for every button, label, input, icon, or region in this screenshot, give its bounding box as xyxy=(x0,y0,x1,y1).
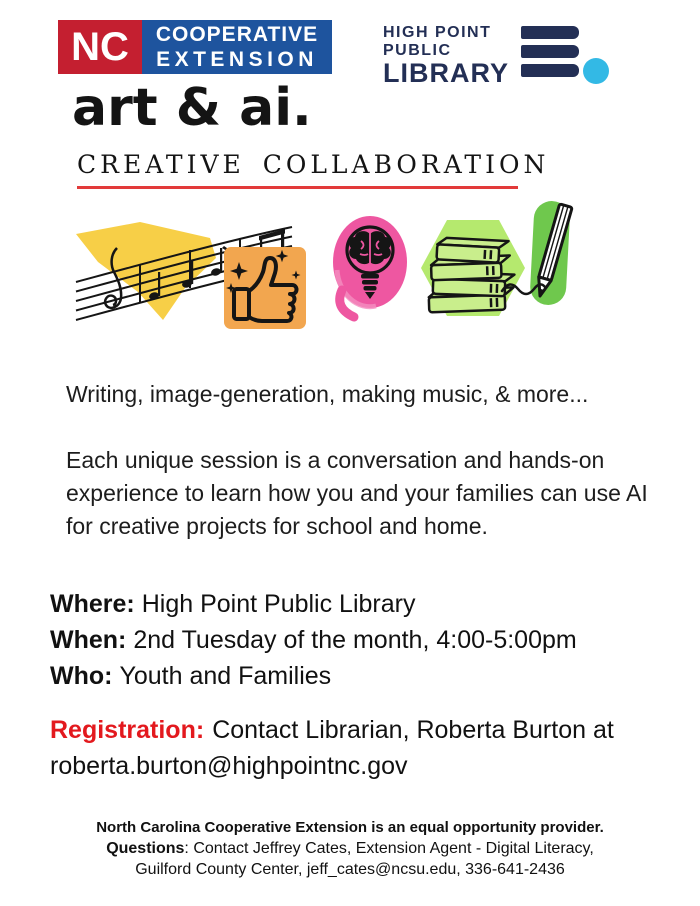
page-subtitle: CREATIVE COLLABORATION xyxy=(77,150,550,179)
library-bar-2 xyxy=(521,45,579,58)
library-logo-line2: PUBLIC xyxy=(383,42,452,59)
footer-contact-line: Guilford County Center, jeff_cates@ncsu.edu, 336-641-2436 xyxy=(135,861,565,878)
library-logo-books-icon xyxy=(521,26,581,83)
detail-when-text: 2nd Tuesday of the month, 4:00-5:00pm xyxy=(133,626,577,654)
registration-label: Registration: xyxy=(50,716,205,744)
library-bar-3 xyxy=(521,64,579,77)
footer-questions-text: : Contact Jeffrey Cates, Extension Agent - Digital Literacy, xyxy=(184,840,594,857)
library-logo-text xyxy=(383,24,509,87)
library-logo-line1: HIGH POINT xyxy=(383,24,492,41)
footer-section xyxy=(10,817,690,880)
thumbs-up-icon xyxy=(222,245,308,331)
registration-section xyxy=(50,712,680,784)
intro-paragraph-1: Writing, image-generation, making music, & more... xyxy=(66,381,589,407)
library-bar-1 xyxy=(521,26,579,39)
detail-who xyxy=(50,658,680,694)
detail-who-text: Youth and Families xyxy=(119,662,332,690)
nc-logo-extension-text: EXTENSION xyxy=(156,48,318,71)
nc-logo-cooperative-text: COOPERATIVE xyxy=(155,23,319,46)
illustration-row xyxy=(70,198,615,358)
detail-where xyxy=(50,586,680,622)
footer-questions-label: Questions xyxy=(106,840,185,857)
nc-logo-blue-box xyxy=(142,20,332,74)
intro-paragraph-2: Each unique session is a conversation and hands-on experience to learn how you and your families can use AI for creative projects for school and home. xyxy=(66,447,648,539)
library-logo-line3: LIBRARY xyxy=(383,58,509,88)
detail-where-text: High Point Public Library xyxy=(141,590,416,618)
nc-cooperative-extension-logo xyxy=(58,20,332,74)
event-details-section xyxy=(50,586,680,694)
page-title: art & ai. xyxy=(72,78,312,138)
detail-where-label: Where: xyxy=(50,590,135,618)
nc-logo-nc-text: NC xyxy=(71,24,129,69)
detail-who-label: Who: xyxy=(50,662,113,690)
registration-email: roberta.burton@highpointnc.gov xyxy=(50,752,408,780)
library-logo-dot-icon xyxy=(583,58,609,84)
brain-lightbulb-icon xyxy=(330,208,412,326)
high-point-public-library-logo xyxy=(383,24,581,87)
intro-section xyxy=(66,378,666,543)
subtitle-underline xyxy=(77,186,518,189)
detail-when xyxy=(50,622,680,658)
nc-logo-red-box xyxy=(58,20,142,74)
footer-questions-line xyxy=(10,838,690,859)
pencil-writing-icon xyxy=(500,199,595,314)
registration-text-line1: Contact Librarian, Roberta Burton at xyxy=(212,716,614,744)
footer-equal-opportunity: North Carolina Cooperative Extension is an equal opportunity provider. xyxy=(96,819,604,836)
detail-when-label: When: xyxy=(50,626,127,654)
